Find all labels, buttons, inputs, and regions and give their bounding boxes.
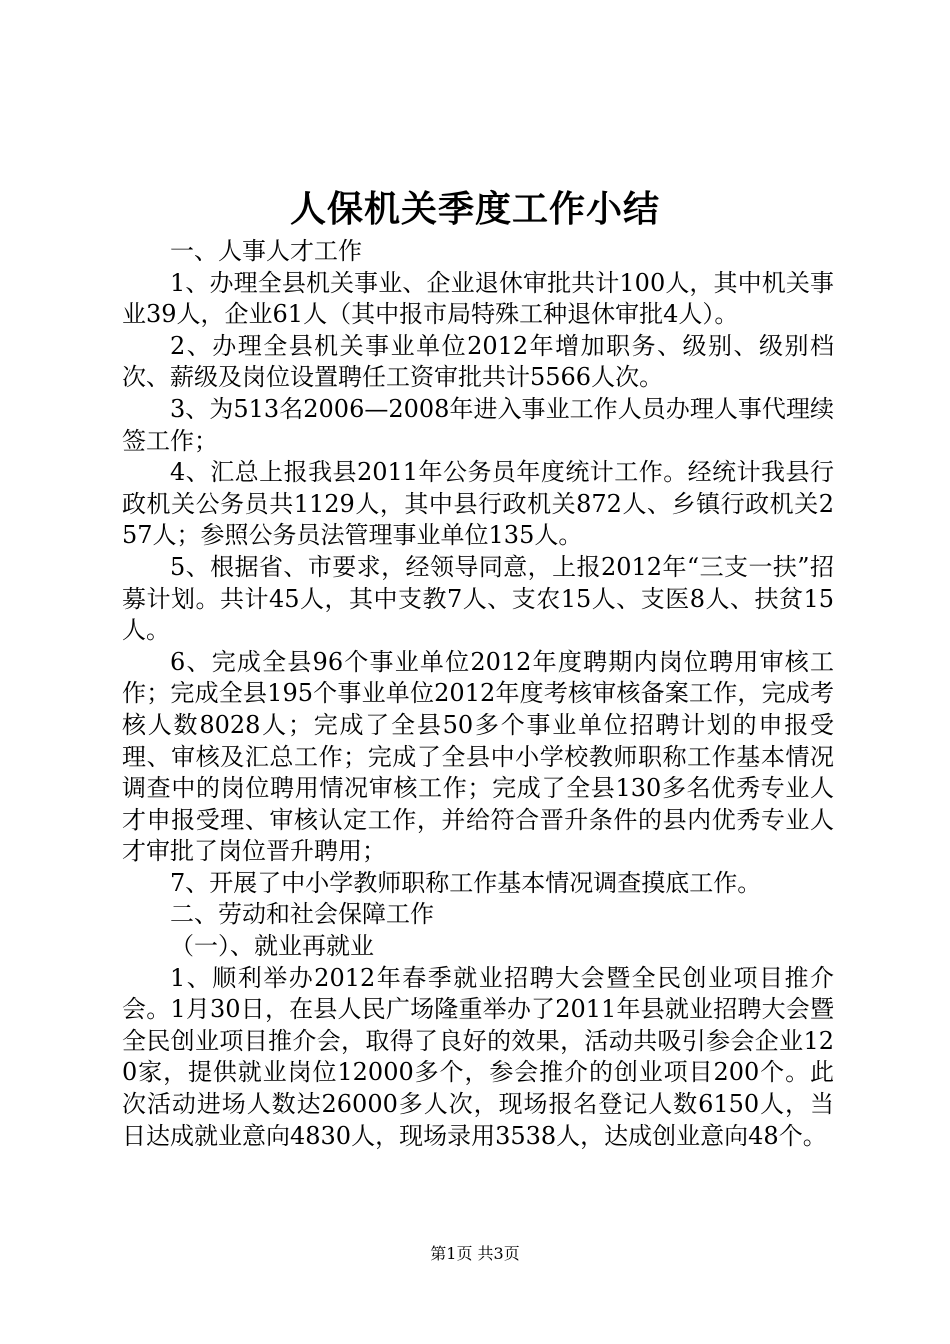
paragraph: 3、为513名2006—2008年进入事业工作人员办理人事代理续签工作；	[122, 394, 834, 455]
document-title: 人保机关季度工作小结	[289, 189, 660, 230]
document-body	[122, 236, 834, 1152]
page-footer: 第1页 共3页	[430, 1244, 520, 1263]
paragraph: 6、完成全县96个事业单位2012年度聘期内岗位聘用审核工作；完成全县195个事业单位2012年度考核审核备案工作，完成考核人数8028人；完成了全县50多个事业单位招聘计划的申报受理、审核及汇总工作；完成了全县中小学校教师职称工作基本情况调查中的岗位聘用情况审核工作；完成了全县130多名优秀专业人才申报受理、审核认定工作，并给符合晋升条件的县内优秀专业人才审批了岗位晋升聘用；	[122, 647, 834, 866]
paragraph: 5、根据省、市要求，经领导同意，上报2012年“三支一扶”招募计划。共计45人，其中支教7人、支农15人、支医8人、扶贫15人。	[122, 552, 834, 645]
paragraph: 1、顺利举办2012年春季就业招聘大会暨全民创业项目推介会。1月30日，在县人民广场隆重举办了2011年县就业招聘大会暨全民创业项目推介会，取得了良好的效果，活动共吸引参会企业120家，提供就业岗位12000多个，参会推介的创业项目200个。此次活动进场人数达26000多人次，现场报名登记人数6150人，当日达成就业意向4830人，现场录用3538人，达成创业意向48个。	[122, 963, 834, 1150]
section-heading: 二、劳动和社会保障工作	[170, 900, 434, 929]
paragraph: 4、汇总上报我县2011年公务员年度统计工作。经统计我县行政机关公务员共1129人，其中县行政机关872人、乡镇行政机关257人；参照公务员法管理事业单位135人。	[122, 458, 834, 550]
paragraph: 2、办理全县机关事业单位2012年增加职务、级别、级别档次、薪级及岗位设置聘任工资审批共计5566人次。	[122, 331, 834, 392]
paragraph: 1、办理全县机关事业、企业退休审批共计100人，其中机关事业39人，企业61人（其中报市局特殊工种退休审批4人）。	[122, 268, 834, 329]
paragraph: 7、开展了中小学教师职称工作基本情况调查摸底工作。	[170, 868, 762, 897]
section-heading: 一、人事人才工作	[170, 237, 362, 265]
subsection-heading: （一）、就业再就业	[170, 932, 374, 961]
